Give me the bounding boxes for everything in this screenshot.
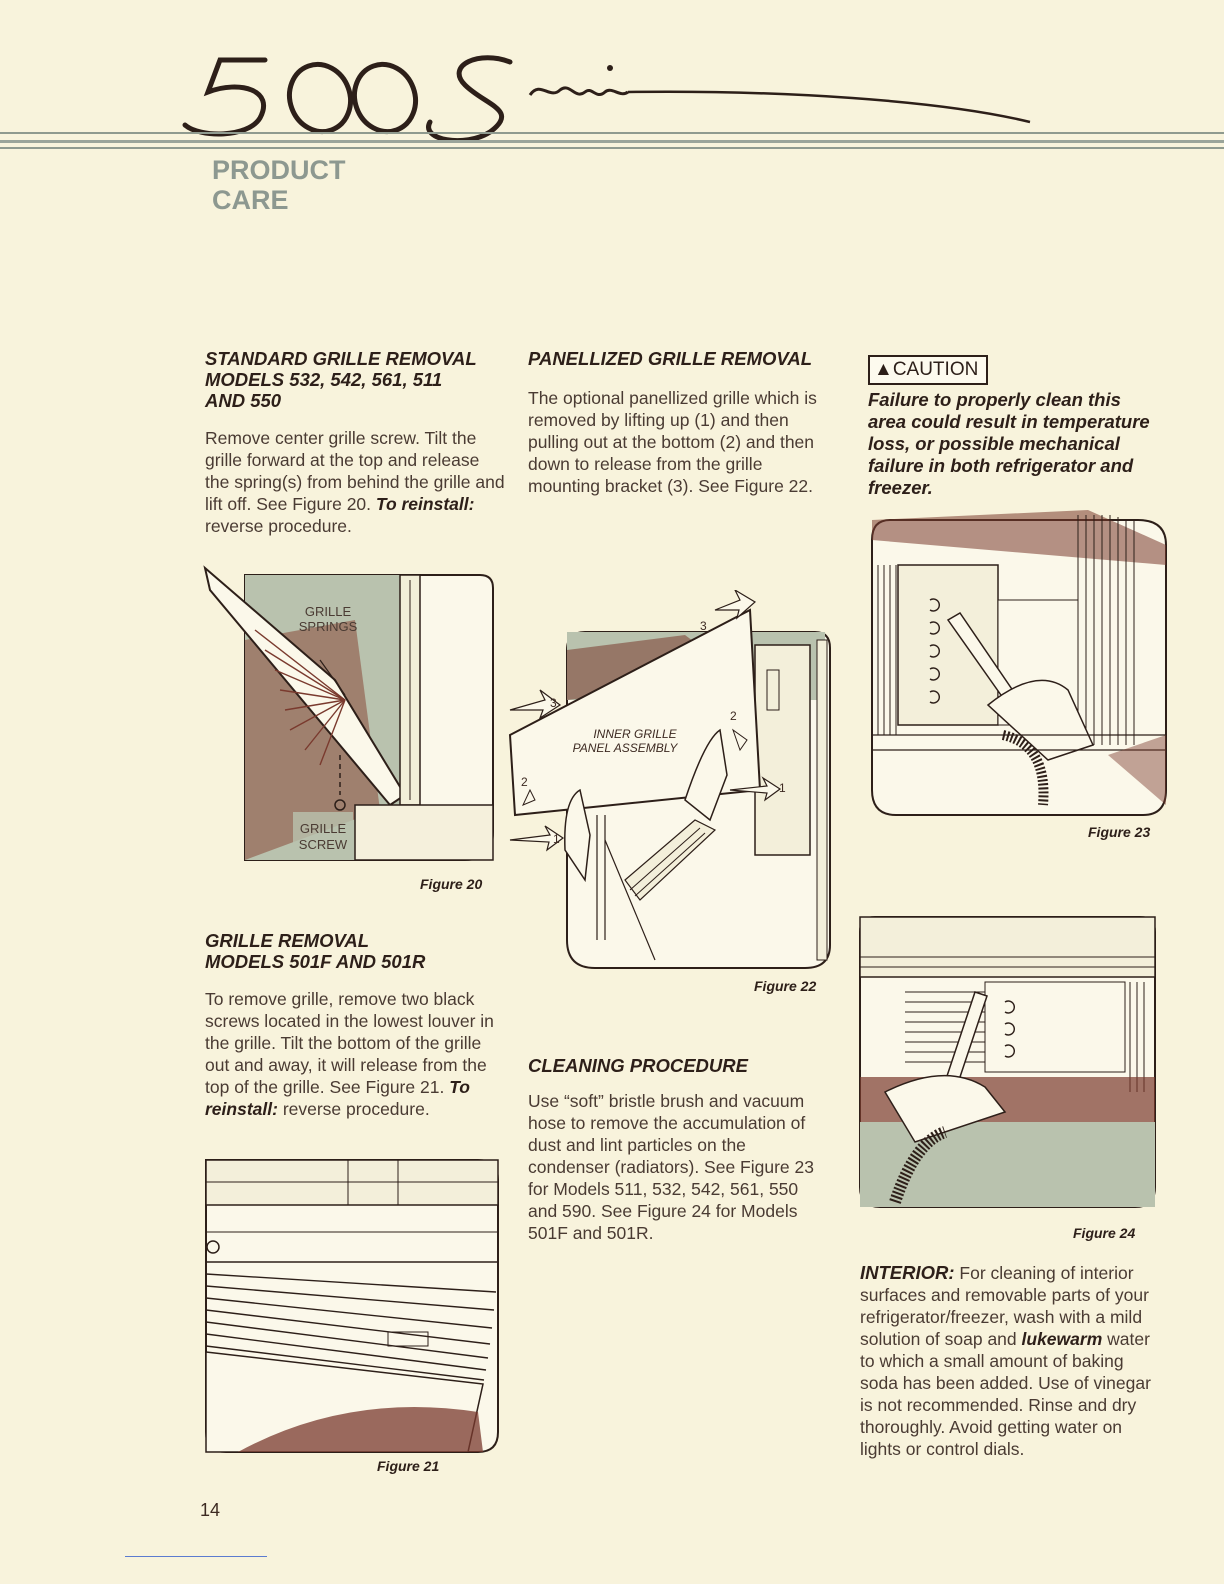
standard-grille-reinstall-label: To reinstall: [375,494,475,514]
header-rule-bottom [0,147,1224,149]
figure-20-illustration [195,560,500,865]
figure-23-caption: Figure 23 [1088,824,1151,840]
page-number: 14 [200,1500,221,1520]
grille-501-reinstall-label: To reinstall: [205,1077,470,1119]
caution-section [868,355,1158,499]
grille-501-reinstall-text: reverse procedure. [277,1099,430,1119]
interior-section [860,1262,1160,1460]
panellized-section [528,348,828,497]
panellized-heading: PANELLIZED GRILLE REMOVAL [528,348,813,369]
panellized-body: The optional panellized grille which is removed by lifting up (1) and then pulling out at the bottom (2) and then down to release from the grille mounting bracket (3). See Figure 22. [528,388,817,496]
grille-501-section [205,930,505,1120]
footer-line [125,1556,267,1557]
standard-grille-heading-line1: STANDARD GRILLE REMOVAL [205,348,477,369]
fig22-number-1-right: 1 [779,781,786,795]
cleaning-body: Use “soft” bristle brush and vacuum hose to remove the accumulation of dust and lint particles on the condenser (radiators). See Figure 23 for Models 511, 532, 542, 561, 550 and 590. See Figure 24 for Models 501F and 501R. [528,1091,814,1243]
standard-grille-heading-line2: MODELS 532, 542, 561, 511 [205,369,443,390]
standard-grille-text: Remove center grille screw. Tilt the grille forward at the top and release the spring(s) from behind the grille and lift off. See Figure 20. [205,428,505,514]
warning-triangle-icon: ▲ [874,359,893,380]
section-title [212,155,346,215]
figure-22-illustration [505,590,835,975]
series-500-logo [180,40,1040,140]
grille-501-heading-line2: MODELS 501F AND 501R [205,951,426,972]
header-rule-top [0,132,1224,134]
figure-20-caption: Figure 20 [420,876,483,892]
cleaning-section [528,1055,828,1244]
fig22-number-2-right: 2 [730,709,737,723]
grille-501-body [205,988,505,1120]
fig20-label-springs-line1: GRILLE [304,604,352,619]
caution-text: Failure to properly clean this area could result in temperature loss, or possible mechanical failure in both refrigerator and freezer. [868,389,1150,498]
fig22-number-3-left: 3 [550,696,557,710]
figure-21-illustration [198,1152,503,1462]
interior-emphasis: lukewarm [1021,1329,1103,1349]
section-title-line2: CARE [212,185,289,215]
fig22-number-3-top: 3 [700,619,707,633]
interior-label: INTERIOR: [860,1262,955,1283]
grille-501-text: To remove grille, remove two black screws located in the lowest louver in the grille. Tilt the bottom of the grille out and away, it will release from the top of the grille. See Figure 21. [205,989,494,1097]
grille-501-heading [205,930,505,972]
figure-23-illustration [868,505,1168,820]
fig22-label-line1: INNER GRILLE [593,727,677,741]
standard-grille-heading [205,348,505,411]
figure-21-caption: Figure 21 [377,1458,440,1474]
standard-grille-section [205,348,505,537]
figure-24-illustration [855,912,1160,1212]
standard-grille-heading-line3: AND 550 [205,390,282,411]
interior-text-part1: For cleaning of interior surfaces and removable parts of your refrigerator/freezer, wash with a mild solution of soap and [860,1263,1149,1349]
standard-grille-body [205,427,505,537]
figure-22-caption: Figure 22 [754,978,817,994]
header-rule-middle [0,140,1224,143]
fig22-number-1-left: 1 [553,832,560,846]
interior-body [860,1262,1160,1460]
interior-text-part2: water to which a small amount of baking soda has been added. Use of vinegar is not recommended. Rinse and dry thoroughly. Avoid getting water on lights or control dials. [860,1329,1151,1459]
fig20-label-springs-line2: SPRINGS [298,619,358,634]
fig22-label-line2: PANEL ASSEMBLY [572,741,678,755]
figure-24-caption: Figure 24 [1073,1225,1136,1241]
fig22-number-2-left: 2 [521,775,528,789]
standard-grille-reinstall-text: reverse procedure. [205,516,352,536]
fig20-label-screw-line2: SCREW [298,837,348,852]
caution-label: CAUTION [892,359,979,380]
cleaning-heading: CLEANING PROCEDURE [528,1055,748,1076]
fig20-label-screw-line1: GRILLE [299,821,347,836]
section-title-line1: PRODUCT [212,155,346,185]
grille-501-heading-line1: GRILLE REMOVAL [205,930,370,951]
caution-label-box [868,355,988,385]
logo-text: 500 Series [180,40,185,41]
